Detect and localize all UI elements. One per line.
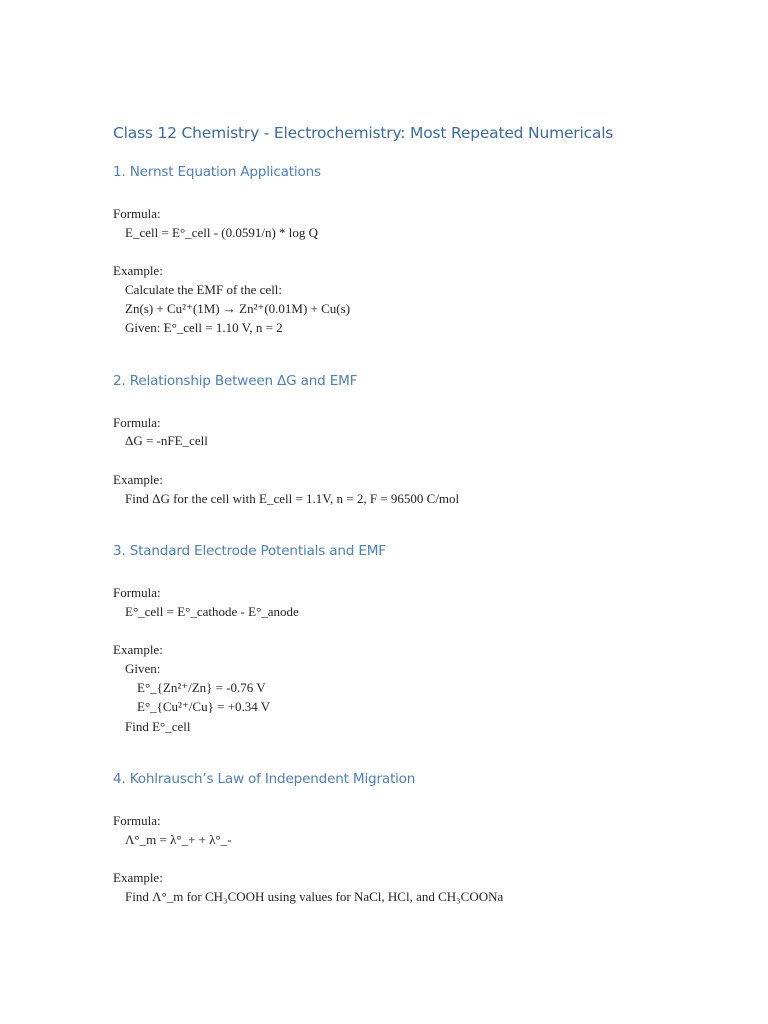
document-title: Class 12 Chemistry - Electrochemistry: Most Repeated Numericals <box>113 124 614 142</box>
example-line: E°_{Cu²⁺/Cu} = +0.34 V <box>137 699 271 714</box>
example-line: Given: E°_cell = 1.10 V, n = 2 <box>125 320 283 335</box>
formula-text: E°_cell = E°_cathode - E°_anode <box>125 604 299 619</box>
section-heading-delta-g: 2. Relationship Between ΔG and EMF <box>113 373 358 389</box>
example-label: Example: <box>113 263 163 278</box>
example-line: E°_{Zn²⁺/Zn} = -0.76 V <box>137 680 266 695</box>
section-heading-kohlrausch: 4. Kohlrausch’s Law of Independent Migration <box>113 771 416 787</box>
example-label: Example: <box>113 472 163 487</box>
section-heading-nernst: 1. Nernst Equation Applications <box>113 164 321 180</box>
formula-text: ΔG = -nFE_cell <box>125 433 208 448</box>
formula-text: Λ°_m = λ°_+ + λ°_- <box>125 832 232 847</box>
formula-label: Formula: <box>113 415 161 430</box>
formula-label: Formula: <box>113 206 161 221</box>
example-line: Find ΔG for the cell with E_cell = 1.1V, n = 2, F = 96500 C/mol <box>125 491 460 506</box>
example-line: Zn(s) + Cu²⁺(1M) → Zn²⁺(0.01M) + Cu(s) <box>125 301 351 316</box>
example-line: Find E°_cell <box>125 719 191 734</box>
formula-label: Formula: <box>113 585 161 600</box>
formula-label: Formula: <box>113 813 161 828</box>
section-heading-electrode-potentials: 3. Standard Electrode Potentials and EMF <box>113 543 386 559</box>
example-line: Calculate the EMF of the cell: <box>125 282 283 297</box>
example-line: Given: <box>125 661 161 676</box>
example-label: Example: <box>113 642 163 657</box>
formula-text: E_cell = E°_cell - (0.0591/n) * log Q <box>125 225 319 240</box>
example-line: Find Λ°_m for CH₃COOH using values for NaCl, HCl, and CH₃COONa <box>125 889 504 904</box>
example-label: Example: <box>113 870 163 885</box>
